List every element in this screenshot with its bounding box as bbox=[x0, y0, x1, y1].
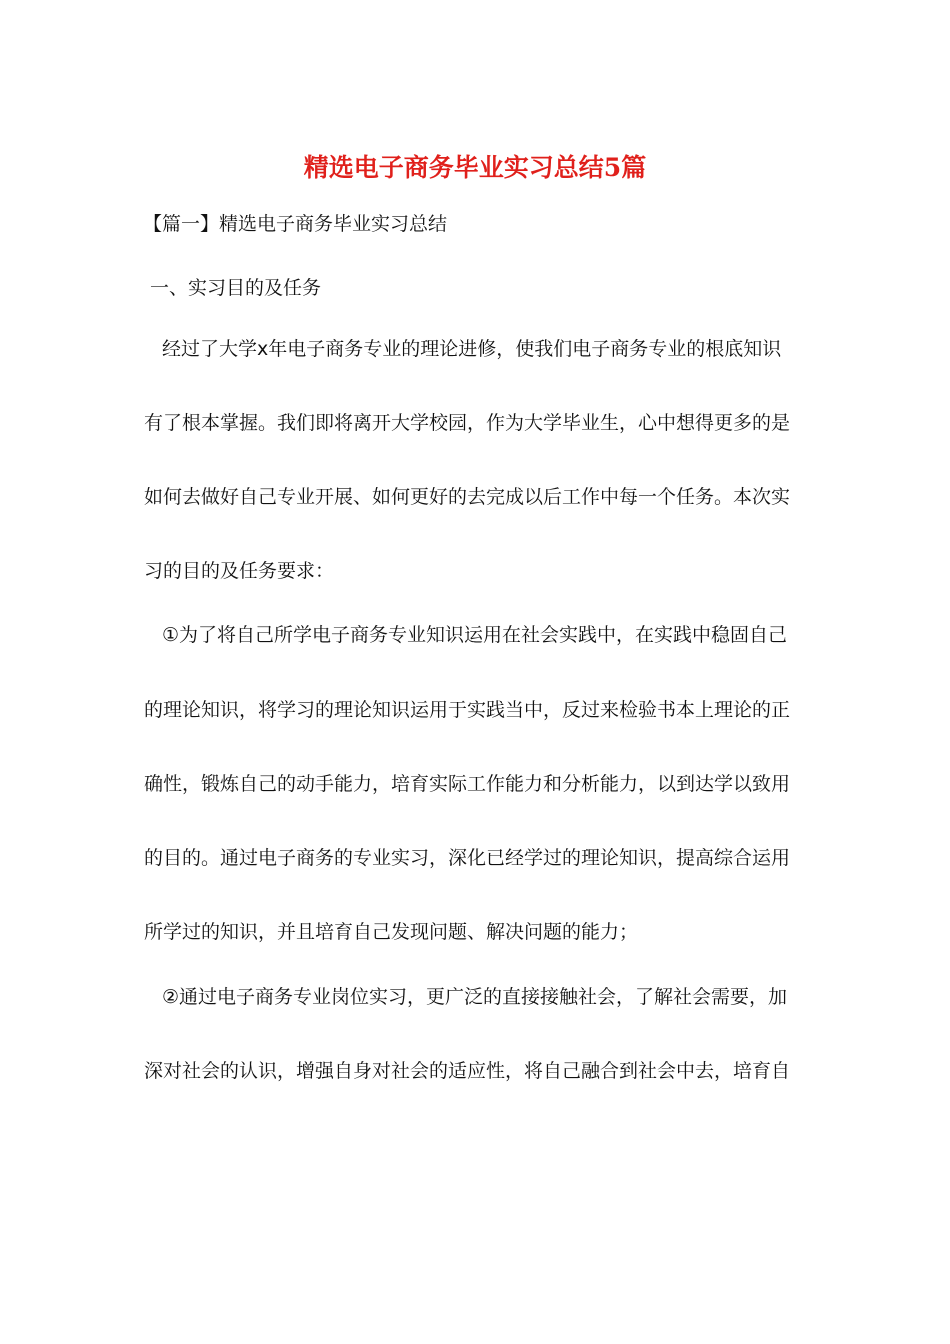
paragraph-line: 的目的。通过电子商务的专业实习，深化已经学过的理论知识，提高综合运用 bbox=[144, 847, 791, 869]
paragraph-line: 所学过的知识，并且培育自己发现问题、解决问题的能力； bbox=[144, 921, 639, 943]
paragraph-line: 如何去做好自己专业开展、如何更好的去完成以后工作中每一个任务。本次实 bbox=[144, 486, 791, 508]
paragraph-line: 习的目的及任务要求： bbox=[144, 560, 335, 582]
paragraph-line: 深对社会的认识，增强自身对社会的适应性，将自己融合到社会中去，培育自 bbox=[144, 1060, 791, 1082]
document-title: 精选电子商务毕业实习总结5篇 bbox=[303, 153, 647, 182]
paragraph-line: ①为了将自己所学电子商务专业知识运用在社会实践中，在实践中稳固自己 bbox=[162, 624, 788, 646]
section-header: 【篇一】精选电子商务毕业实习总结 bbox=[143, 213, 448, 235]
paragraph-line: 确性，锻炼自己的动手能力，培育实际工作能力和分析能力，以到达学以致用 bbox=[144, 773, 791, 795]
subheading-purpose: 一、实习目的及任务 bbox=[150, 277, 322, 299]
paragraph-line: 经过了大学x年电子商务专业的理论进修，使我们电子商务专业的根底知识 bbox=[162, 338, 782, 360]
paragraph-line: 的理论知识，将学习的理论知识运用于实践当中，反过来检验书本上理论的正 bbox=[144, 699, 791, 721]
paragraph-line: 有了根本掌握。我们即将离开大学校园，作为大学毕业生，心中想得更多的是 bbox=[144, 412, 791, 434]
paragraph-line: ②通过电子商务专业岗位实习，更广泛的直接接触社会，了解社会需要，加 bbox=[162, 986, 788, 1008]
